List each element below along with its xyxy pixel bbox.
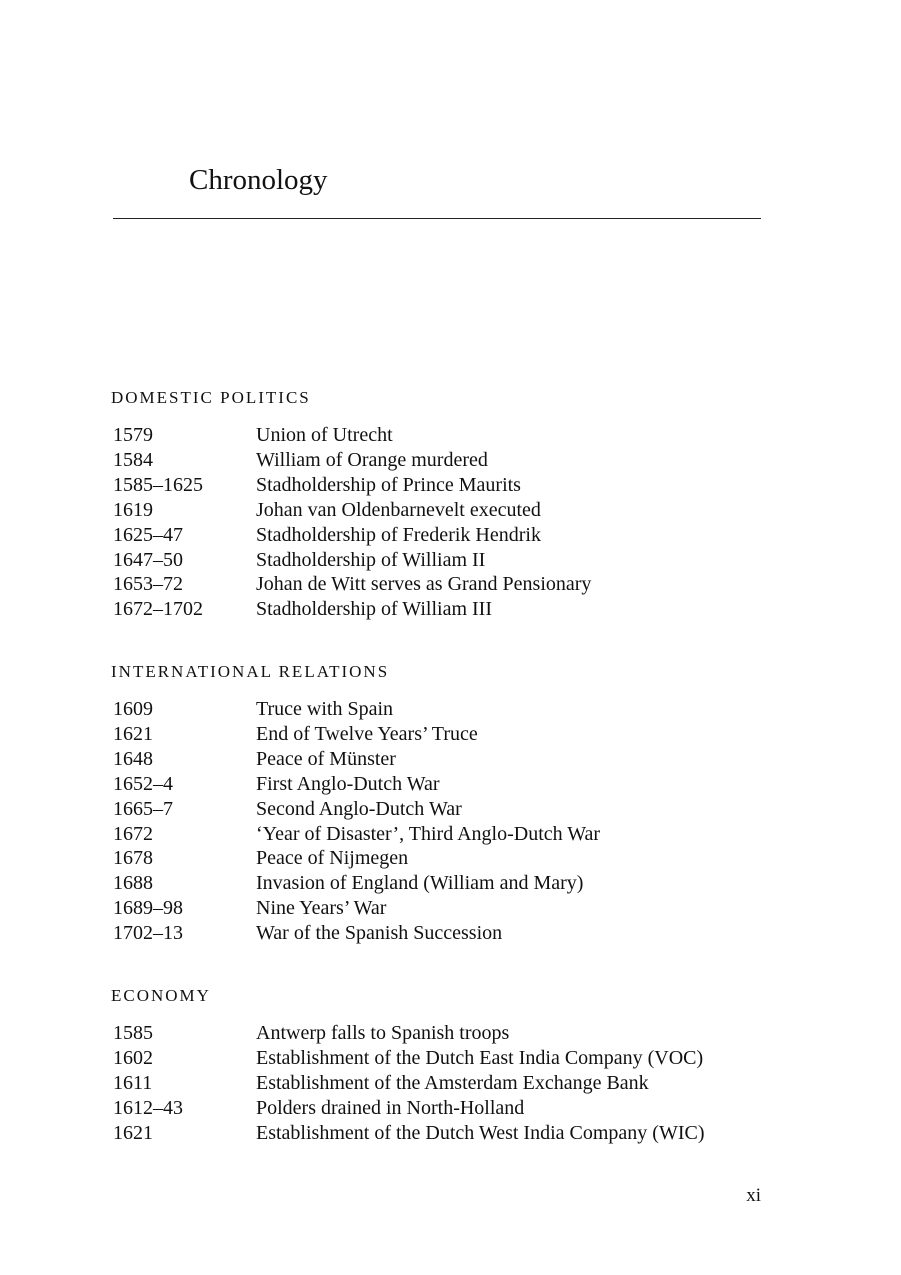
- entry-date: 1688: [113, 872, 153, 895]
- entry-event: Stadholdership of William II: [256, 548, 486, 571]
- chronology-entry: [113, 697, 773, 722]
- entry-date: 1672: [113, 822, 153, 845]
- chronology-entry: [113, 448, 773, 473]
- section-heading: DOMESTIC POLITICS: [111, 388, 311, 407]
- entry-date: 1648: [113, 747, 153, 770]
- entry-date: 1609: [113, 698, 153, 720]
- entry-date: 1647–50: [113, 548, 183, 571]
- entry-date: 1665–7: [113, 797, 173, 820]
- chronology-entry: [113, 473, 773, 498]
- entry-date: 1612–43: [113, 1096, 183, 1119]
- chronology-list: [113, 697, 773, 946]
- page-number: xi: [746, 1185, 761, 1206]
- section-heading: INTERNATIONAL RELATIONS: [111, 662, 390, 681]
- entry-event: Stadholdership of Prince Maurits: [256, 473, 521, 496]
- section-economy: [113, 985, 773, 1146]
- entry-event: Polders drained in North-Holland: [256, 1096, 525, 1119]
- section-international-relations: [113, 661, 773, 946]
- chronology-entry: [113, 423, 773, 448]
- entry-date: 1689–98: [113, 897, 183, 920]
- title-divider: [113, 218, 761, 219]
- chronology-entry: [113, 871, 773, 896]
- entry-event: Establishment of the Dutch West India Company (WIC): [256, 1121, 705, 1144]
- entry-event: Establishment of the Amsterdam Exchange Bank: [256, 1071, 649, 1094]
- entry-event: First Anglo-Dutch War: [256, 772, 440, 795]
- entry-date: 1672–1702: [113, 598, 203, 621]
- page-title: Chronology: [189, 164, 328, 196]
- chronology-entry: [113, 797, 773, 822]
- entry-event: War of the Spanish Succession: [256, 922, 503, 945]
- entry-date: 1652–4: [113, 772, 173, 795]
- entry-event: Union of Utrecht: [256, 424, 393, 446]
- chronology-entry: [113, 498, 773, 523]
- section-heading: ECONOMY: [111, 986, 211, 1005]
- chronology-entry: [113, 572, 773, 597]
- chronology-entry: [113, 921, 773, 946]
- entry-event: Invasion of England (William and Mary): [256, 872, 584, 895]
- chronology-entry: [113, 1096, 773, 1121]
- chronology-list: [113, 1021, 773, 1146]
- chronology-entry: [113, 1071, 773, 1096]
- entry-date: 1585–1625: [113, 473, 203, 496]
- entry-date: 1585: [113, 1022, 153, 1044]
- entry-event: Peace of Nijmegen: [256, 847, 409, 870]
- entry-date: 1619: [113, 498, 153, 521]
- chronology-entry: [113, 747, 773, 772]
- entry-event: Nine Years’ War: [256, 897, 387, 920]
- entry-date: 1625–47: [113, 523, 183, 546]
- chronology-entry: [113, 772, 773, 797]
- chronology-entry: [113, 846, 773, 871]
- entry-event: Second Anglo-Dutch War: [256, 797, 462, 820]
- chronology-entry: [113, 1121, 773, 1146]
- entry-date: 1678: [113, 847, 153, 870]
- entry-date: 1579: [113, 424, 153, 446]
- entry-date: 1653–72: [113, 573, 183, 596]
- entry-event: Peace of Münster: [256, 747, 396, 770]
- entry-event: Establishment of the Dutch East India Company (VOC): [256, 1046, 704, 1069]
- chronology-entry: [113, 548, 773, 573]
- chronology-entry: [113, 822, 773, 847]
- entry-event: Stadholdership of Frederik Hendrik: [256, 523, 541, 546]
- entry-event: Johan van Oldenbarnevelt executed: [256, 498, 541, 521]
- entry-date: 1584: [113, 448, 153, 471]
- entry-event: ‘Year of Disaster’, Third Anglo-Dutch War: [256, 822, 601, 845]
- chronology-entry: [113, 597, 773, 622]
- chronology-entry: [113, 722, 773, 747]
- entry-event: Stadholdership of William III: [256, 598, 493, 621]
- entry-date: 1621: [113, 1121, 153, 1144]
- entry-event: Truce with Spain: [256, 698, 394, 720]
- entry-date: 1702–13: [113, 922, 183, 945]
- entry-event: End of Twelve Years’ Truce: [256, 722, 478, 745]
- chronology-list: [113, 423, 773, 622]
- entry-date: 1621: [113, 722, 153, 745]
- chronology-entry: [113, 523, 773, 548]
- entry-date: 1602: [113, 1046, 153, 1069]
- chronology-entry: [113, 1021, 773, 1046]
- entry-event: William of Orange murdered: [256, 448, 488, 471]
- section-domestic-politics: [113, 387, 773, 622]
- chronology-entry: [113, 1046, 773, 1071]
- entry-event: Antwerp falls to Spanish troops: [256, 1022, 510, 1044]
- chronology-entry: [113, 896, 773, 921]
- entry-date: 1611: [113, 1071, 153, 1094]
- entry-event: Johan de Witt serves as Grand Pensionary: [256, 573, 592, 596]
